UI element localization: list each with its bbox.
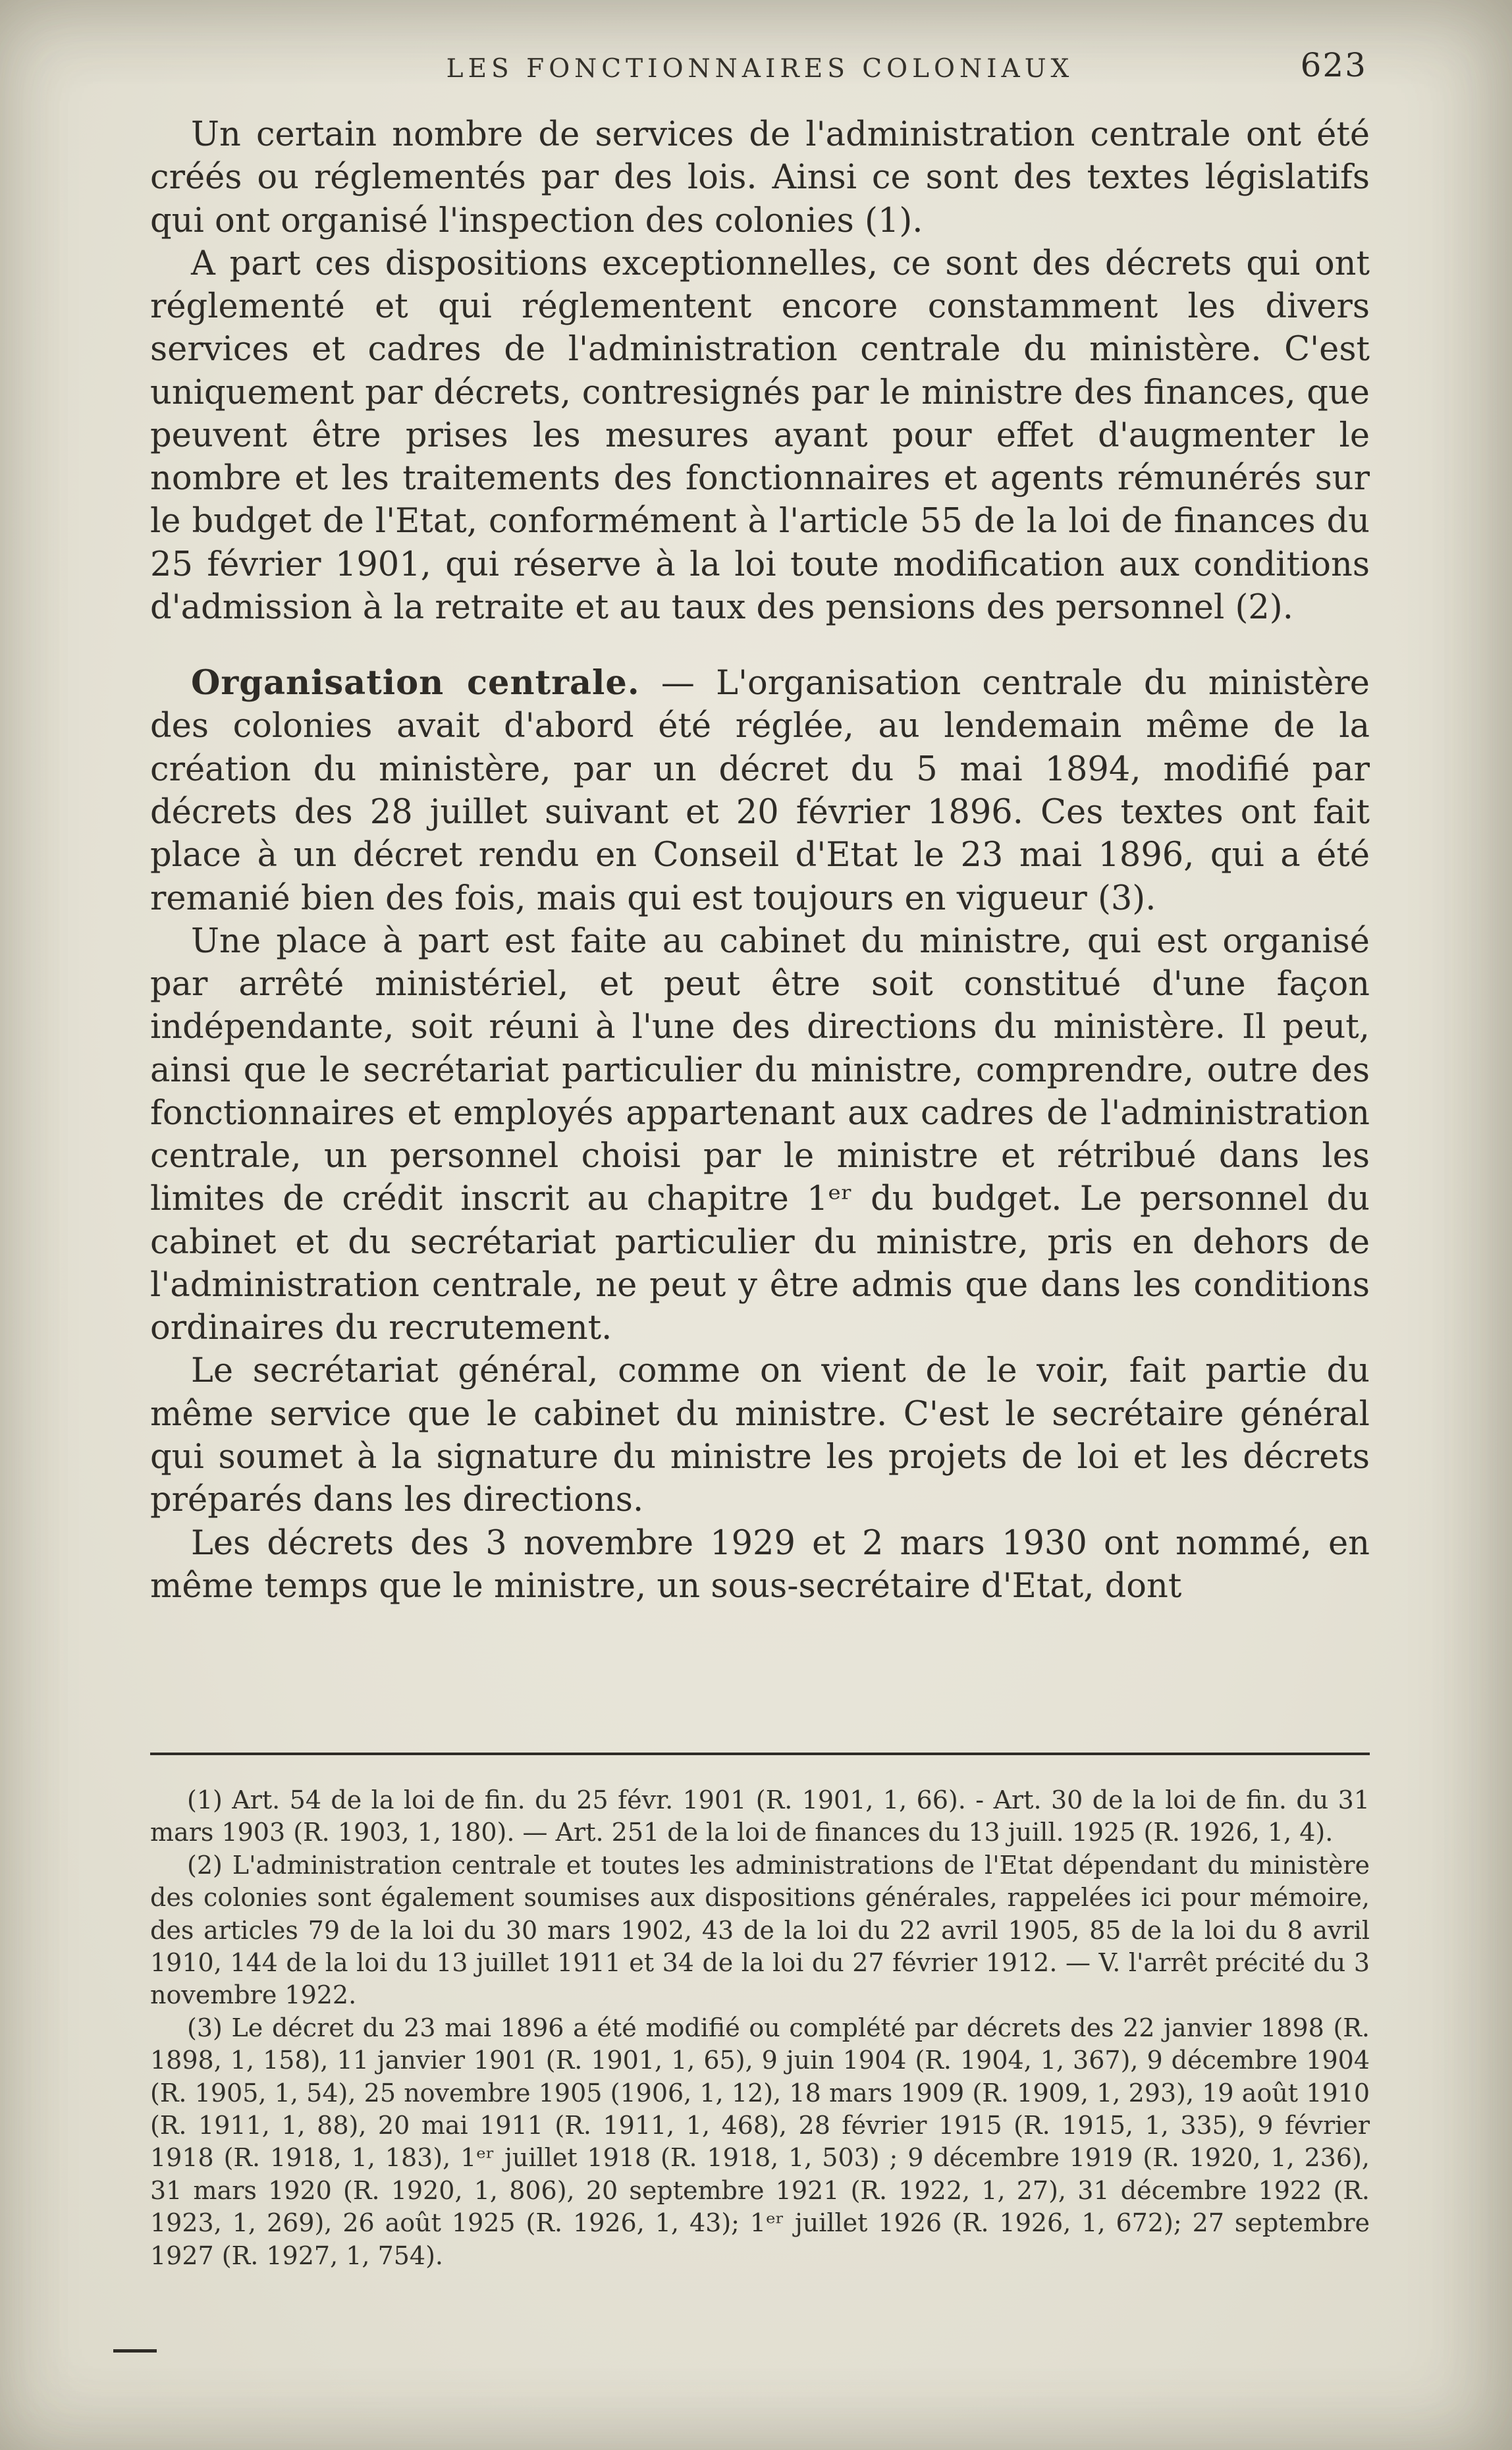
footnote-2: (2) L'administration centrale et toutes les administrations de l'Etat dépendant du ministère des colonies sont également soumises aux dispositions générales, rappelées ici pour mémoire, des articles 79 de la loi du 30 mars 1902, 43 de la loi du 22 avril 1905, 85 de la loi du 8 avril 1910, 144 de la loi du 13 juillet 1911 et 34 de la loi du 27 février 1912. — V. l'arrêt précité du 3 novembre 1922.: [150, 1850, 1370, 2010]
running-head-title: LES FONCTIONNAIRES COLONIAUX: [446, 54, 1074, 84]
text-block: [150, 46, 1370, 2272]
paragraph-6: Les décrets des 3 novembre 1929 et 2 mars 1930 ont nommé, en même temps que le ministre, un sous-secrétaire d'Etat, dont: [150, 1523, 1370, 1606]
page-number: 623: [1300, 46, 1367, 84]
page-body: [150, 113, 1370, 1608]
footnote-separator: [150, 1753, 1370, 1755]
paragraph-1: Un certain nombre de services de l'administration centrale ont été créés ou réglementés par des lois. Ainsi ce sont des textes législatifs qui ont organisé l'inspection des colonies (1).: [150, 115, 1370, 240]
paragraph-3-text: — L'organisation centrale du ministère des colonies avait d'abord été réglée, au lendemain même de la création du ministère, par un décret du 5 mai 1894, modifié par décrets des 28 juillet suivant et 20 février 1896. Ces textes ont fait place à un décret rendu en Conseil d'Etat le 23 mai 1896, qui a été remanié bien des fois, mais qui est toujours en vigueur (3).: [150, 664, 1370, 918]
paragraph-2: A part ces dispositions exceptionnelles, ce sont des décrets qui ont réglementé et qui réglementent encore constamment les divers services et cadres de l'administration centrale du ministère. C'est uniquement par décrets, contresignés par le ministre des finances, que peuvent être prises les mesures ayant pour effet d'augmenter le nombre et les traitements des fonctionnaires et agents rémunérés sur le budget de l'Etat, conformément à l'article 55 de la loi de finances du 25 février 1901, qui réserve à la loi toute modification aux conditions d'admission à la retraite et au taux des pensions des personnel (2).: [150, 244, 1370, 627]
footnote-1: (1) Art. 54 de la loi de fin. du 25 févr. 1901 (R. 1901, 1, 66). - Art. 30 de la loi de fin. du 31 mars 1903 (R. 1903, 1, 180). — Art. 251 de la loi de finances du 13 juill. 1925 (R. 1926, 1, 4).: [150, 1785, 1370, 1847]
page-bottom-mark: [113, 2349, 157, 2353]
paragraph-4: Une place à part est faite au cabinet du ministre, qui est organisé par arrêté ministériel, et peut être soit constitué d'une façon indépendante, soit réuni à l'une des directions du ministère. Il peut, ainsi que le secrétariat particulier du ministre, comprendre, outre des fonctionnaires et employés appartenant aux cadres de l'administration centrale, un personnel choisi par le ministre et rétribué dans les limites de crédit inscrit au chapitre 1ᵉʳ du budget. Le personnel du cabinet et du secrétariat particulier du ministre, pris en dehors de l'administration centrale, ne peut y être admis que dans les conditions ordinaires du recrutement.: [150, 921, 1370, 1348]
footnotes-section: [150, 1753, 1370, 2272]
page-header: [150, 46, 1370, 96]
footnote-3: (3) Le décret du 23 mai 1896 a été modifié ou complété par décrets des 22 janvier 1898 (R. 1898, 1, 158), 11 janvier 1901 (R. 1901, 1, 65), 9 juin 1904 (R. 1904, 1, 367), 9 décembre 1904 (R. 1905, 1, 54), 25 novembre 1905 (1906, 1, 12), 18 mars 1909 (R. 1909, 1, 293), 19 août 1910 (R. 1911, 1, 88), 20 mai 1911 (R. 1911, 1, 468), 28 février 1915 (R. 1915, 1, 335), 9 février 1918 (R. 1918, 1, 183), 1ᵉʳ juillet 1918 (R. 1918, 1, 503) ; 9 décembre 1919 (R. 1920, 1, 236), 31 mars 1920 (R. 1920, 1, 806), 20 septembre 1921 (R. 1922, 1, 27), 31 décembre 1922 (R. 1923, 1, 269), 26 août 1925 (R. 1926, 1, 43); 1ᵉʳ juillet 1926 (R. 1926, 1, 672); 27 septembre 1927 (R. 1927, 1, 754).: [150, 2013, 1370, 2270]
paragraph-5: Le secrétariat général, comme on vient de le voir, fait partie du même service que le cabinet du ministre. C'est le secrétaire général qui soumet à la signature du ministre les projets de loi et les décrets préparés dans les directions.: [150, 1351, 1370, 1520]
section-heading: Organisation centrale.: [191, 663, 640, 703]
paragraph-3: [150, 662, 1370, 920]
